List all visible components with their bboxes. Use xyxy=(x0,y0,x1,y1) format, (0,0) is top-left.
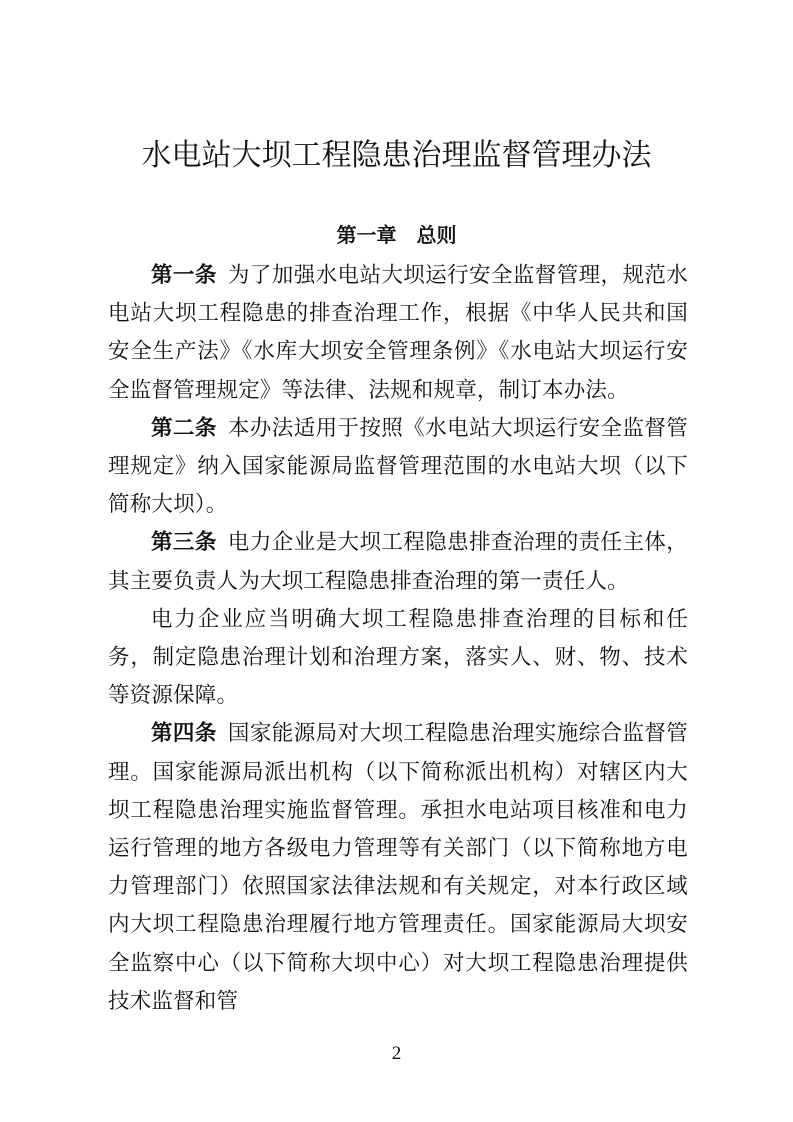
page-number: 2 xyxy=(391,1043,402,1064)
article-4-text: 国家能源局对大坝工程隐患治理实施综合监督管理。国家能源局派出机构（以下简称派出机构）对辖区内大坝工程隐患治理实施监督管理。承担水电站项目核准和电力运行管理的地方各级电力管理等有关部门（以下简称地方电力管理部门）依照国家法律法规和有关规定，对本行政区域内大坝工程隐患治理履行地方管理责任。国家能源局大坝安全监察中心（以下简称大坝中心）对大坝工程隐患治理提供技术监督和管 xyxy=(108,721,689,1014)
article-4-paragraph xyxy=(108,715,688,1021)
article-2-text: 本办法适用于按照《水电站大坝运行安全监督管理规定》纳入国家能源局监督管理范围的水电站大坝（以下简称大坝）。 xyxy=(108,415,689,518)
article-3-continuation-paragraph xyxy=(108,601,688,716)
article-3-text: 电力企业是大坝工程隐患排查治理的责任主体，其主要负责人为大坝工程隐患排查治理的第一责任人。 xyxy=(108,530,689,594)
article-1-text: 为了加强水电站大坝运行安全监督管理，规范水电站大坝工程隐患的排查治理工作，根据《中华人民共和国安全生产法》《水库大坝安全管理条例》《水电站大坝运行安全监督管理规定》等法律、法规和规章，制订本办法。 xyxy=(108,263,689,403)
article-2-label: 第二条 xyxy=(151,415,217,441)
article-1-label: 第一条 xyxy=(151,263,217,288)
article-3-paragraph xyxy=(108,524,688,600)
article-4-label: 第四条 xyxy=(151,721,217,747)
document-body xyxy=(108,257,688,1021)
article-3-continuation-text: 电力企业应当明确大坝工程隐患排查治理的目标和任务，制定隐患治理计划和治理方案，落实人、财、物、技术等资源保障。 xyxy=(108,606,688,709)
article-2-paragraph xyxy=(108,410,688,525)
chapter-heading: 第一章 总则 xyxy=(336,223,457,247)
article-3-label: 第三条 xyxy=(151,530,217,556)
document-title: 水电站大坝工程隐患治理监督管理办法 xyxy=(141,138,652,173)
article-1-paragraph xyxy=(108,257,688,410)
